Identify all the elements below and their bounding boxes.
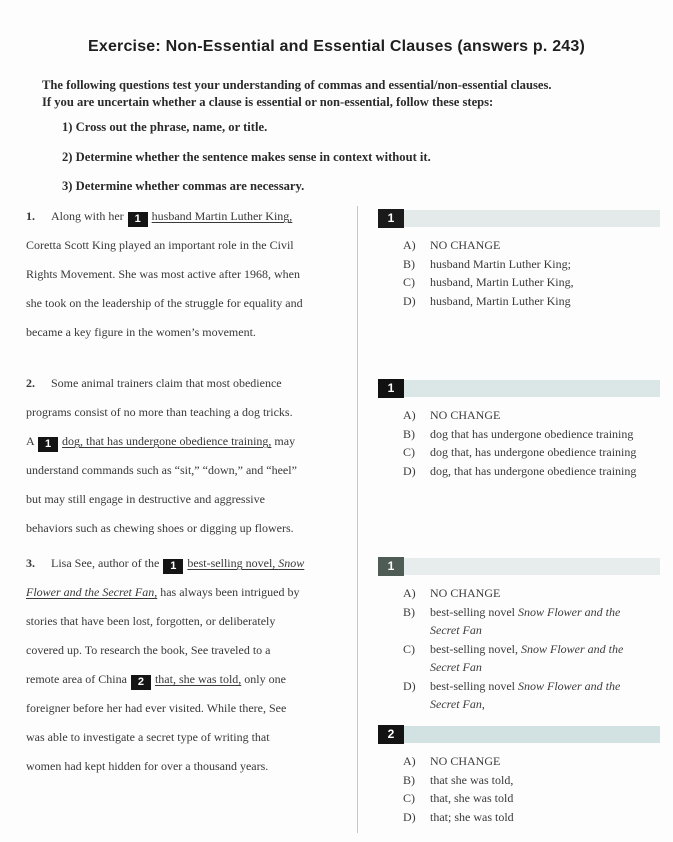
option-letter: C) — [403, 791, 415, 805]
option-text — [430, 603, 660, 640]
option-text — [430, 584, 660, 603]
text-segment: Lisa See, author of the — [51, 556, 163, 570]
question-3-number: 3. — [26, 556, 35, 570]
option-letter: B) — [403, 426, 415, 441]
underlined-segment: best-selling novel, — [187, 556, 279, 570]
text-segment: she took on the leadership of the struggle for equality and — [26, 296, 303, 310]
text-segment: Snow Flower and the — [517, 604, 621, 619]
option-letter: D) — [403, 463, 416, 478]
answer-block-2-number-box: 1 — [378, 379, 404, 398]
answer-block-4 — [378, 726, 660, 826]
option-letter: B) — [403, 256, 415, 271]
answer-option-c — [403, 789, 660, 808]
option-text — [430, 292, 660, 311]
text-segment: dog that, has undergone obedience training — [430, 445, 637, 459]
text-segment: was able to investigate a secret type of writing that — [26, 730, 270, 744]
text-segment: husband, Martin Luther King, — [430, 275, 574, 289]
text-segment: Some animal trainers claim that most obedience — [51, 376, 282, 390]
text-segment: , — [481, 697, 485, 711]
page-title: Exercise: Non-Essential and Essential Clauses (answers p. 243) — [87, 38, 586, 55]
option-text — [430, 771, 660, 790]
text-segment: Secret Fan — [430, 623, 482, 637]
option-letter: A) — [403, 586, 416, 600]
option-text — [430, 443, 660, 462]
text-segment: women had kept hidden for over a thousand years. — [26, 759, 269, 773]
text-segment: only one — [241, 672, 286, 686]
text-segment: A — [26, 434, 38, 448]
inline-number-box-1: 1 — [38, 437, 58, 452]
option-text — [430, 406, 660, 425]
option-text — [430, 255, 660, 274]
option-text — [430, 236, 660, 255]
text-segment: covered up. To research the book, See traveled to a — [26, 643, 271, 657]
answer-option-c — [403, 640, 660, 677]
text-segment: husband Martin Luther King; — [430, 256, 571, 271]
underlined-segment: dog, that has undergone obedience training, — [62, 434, 272, 448]
text-segment: foreigner before her had ever visited. While there, See — [26, 701, 287, 715]
answer-block-1 — [378, 210, 660, 310]
option-letter: D) — [403, 678, 416, 693]
text-segment: NO CHANGE — [430, 754, 501, 768]
answer-option-d — [403, 677, 660, 714]
answer-option-b — [403, 425, 660, 444]
text-segment: programs consist of no more than teaching a dog tricks. — [26, 405, 293, 419]
answer-block-2-bar — [378, 380, 660, 397]
option-text — [430, 752, 660, 771]
underlined-segment: Flower and the Secret Fan — [26, 585, 155, 599]
answer-option-d — [403, 292, 660, 311]
answer-option-b — [403, 603, 660, 640]
option-letter: B) — [403, 772, 415, 787]
answer-option-d — [403, 808, 660, 827]
answer-block-4-number-box: 2 — [378, 725, 404, 744]
question-2-text — [26, 376, 297, 535]
underlined-segment: that, she was told, — [154, 672, 242, 686]
option-letter: D) — [403, 293, 416, 308]
text-segment: Snow Flower and the — [520, 641, 624, 656]
text-segment: may — [271, 434, 296, 448]
option-letter: B) — [403, 604, 415, 619]
answer-option-d — [403, 462, 660, 481]
steps-list — [62, 121, 622, 210]
answer-option-c — [403, 443, 660, 462]
answer-block-2 — [378, 380, 660, 480]
step-3: 3) Determine whether commas are necessary. — [62, 179, 305, 193]
inline-number-box-2: 2 — [131, 675, 151, 690]
answer-block-2-options — [378, 397, 660, 480]
intro-line-2: If you are uncertain whether a clause is essential or non-essential, follow these steps: — [42, 95, 494, 109]
text-segment: Rights Movement. She was most active after 1968, when — [26, 267, 300, 281]
answer-block-1-options — [378, 227, 660, 310]
inline-number-box-1: 1 — [163, 559, 183, 574]
underlined-segment: Snow — [278, 556, 305, 570]
answer-option-a — [403, 752, 660, 771]
step-2: 2) Determine whether the sentence makes sense in context without it. — [62, 149, 431, 164]
question-3-text — [26, 556, 304, 773]
text-segment: behaviors such as chewing shoes or digging up flowers. — [26, 521, 294, 535]
question-2-number: 2. — [26, 376, 35, 390]
option-text — [430, 677, 660, 714]
answer-option-b — [403, 255, 660, 274]
text-segment: NO CHANGE — [430, 408, 501, 422]
question-1-text — [26, 209, 303, 339]
answer-block-3-bar — [378, 558, 660, 575]
question-3 — [26, 549, 354, 781]
question-1 — [26, 202, 354, 347]
option-letter: C) — [403, 275, 415, 289]
answer-option-a — [403, 584, 660, 603]
answer-option-a — [403, 236, 660, 255]
option-text — [430, 273, 660, 292]
option-letter: A) — [403, 408, 416, 422]
answer-block-4-bar — [378, 726, 660, 743]
option-letter: A) — [403, 754, 416, 768]
option-text — [430, 425, 660, 444]
option-letter: D) — [403, 809, 416, 824]
question-2 — [26, 369, 354, 543]
underlined-segment: , — [154, 585, 158, 599]
text-segment: dog, that has undergone obedience training — [430, 463, 637, 478]
inline-number-box-1: 1 — [128, 212, 148, 227]
text-segment: husband, Martin Luther King — [430, 293, 571, 308]
option-text — [430, 808, 660, 827]
text-segment: NO CHANGE — [430, 238, 501, 252]
text-segment: that; she was told — [430, 809, 514, 824]
text-segment: Along with her — [51, 209, 127, 223]
intro-text — [42, 77, 642, 111]
answer-block-4-options — [378, 743, 660, 826]
text-segment: stories that have been lost, forgotten, or deliberately — [26, 614, 276, 628]
answer-block-3-number-box: 1 — [378, 557, 404, 576]
answer-block-3-options — [378, 575, 660, 714]
text-segment: NO CHANGE — [430, 586, 501, 600]
text-segment: became a key figure in the women’s movement. — [26, 325, 256, 339]
text-segment: understand commands such as “sit,” “down,” and “heel” — [26, 463, 297, 477]
text-segment: Coretta Scott King played an important role in the Civil — [26, 238, 294, 252]
text-segment: best-selling novel, — [430, 641, 521, 656]
text-segment: remote area of China — [26, 672, 130, 686]
question-1-number: 1. — [26, 209, 35, 223]
text-segment: has always been intrigued by — [157, 585, 300, 599]
text-segment: Snow Flower and the — [517, 678, 621, 693]
text-segment: best-selling novel — [430, 678, 518, 693]
text-segment: Secret Fan — [430, 660, 482, 674]
answer-block-1-number-box: 1 — [378, 209, 404, 228]
option-text — [430, 462, 660, 481]
answer-option-c — [403, 273, 660, 292]
text-segment: that she was told, — [430, 772, 514, 787]
answer-block-3 — [378, 558, 660, 714]
option-text — [430, 640, 660, 677]
text-segment: Secret Fan — [430, 697, 482, 711]
column-divider — [357, 206, 358, 833]
option-letter: C) — [403, 445, 415, 459]
text-segment: but may still engage in destructive and aggressive — [26, 492, 265, 506]
intro-line-1: The following questions test your understanding of commas and essential/non-essential clauses. — [42, 78, 552, 92]
text-segment: dog that has undergone obedience training — [430, 426, 634, 441]
text-segment: that, she was told — [430, 791, 514, 805]
underlined-segment: husband Martin Luther King, — [151, 209, 293, 223]
answer-option-b — [403, 771, 660, 790]
option-letter: C) — [403, 641, 415, 656]
answer-block-1-bar — [378, 210, 660, 227]
option-letter: A) — [403, 238, 416, 252]
step-1: 1) Cross out the phrase, name, or title. — [62, 120, 268, 134]
option-text — [430, 789, 660, 808]
text-segment: best-selling novel — [430, 604, 518, 619]
answer-option-a — [403, 406, 660, 425]
